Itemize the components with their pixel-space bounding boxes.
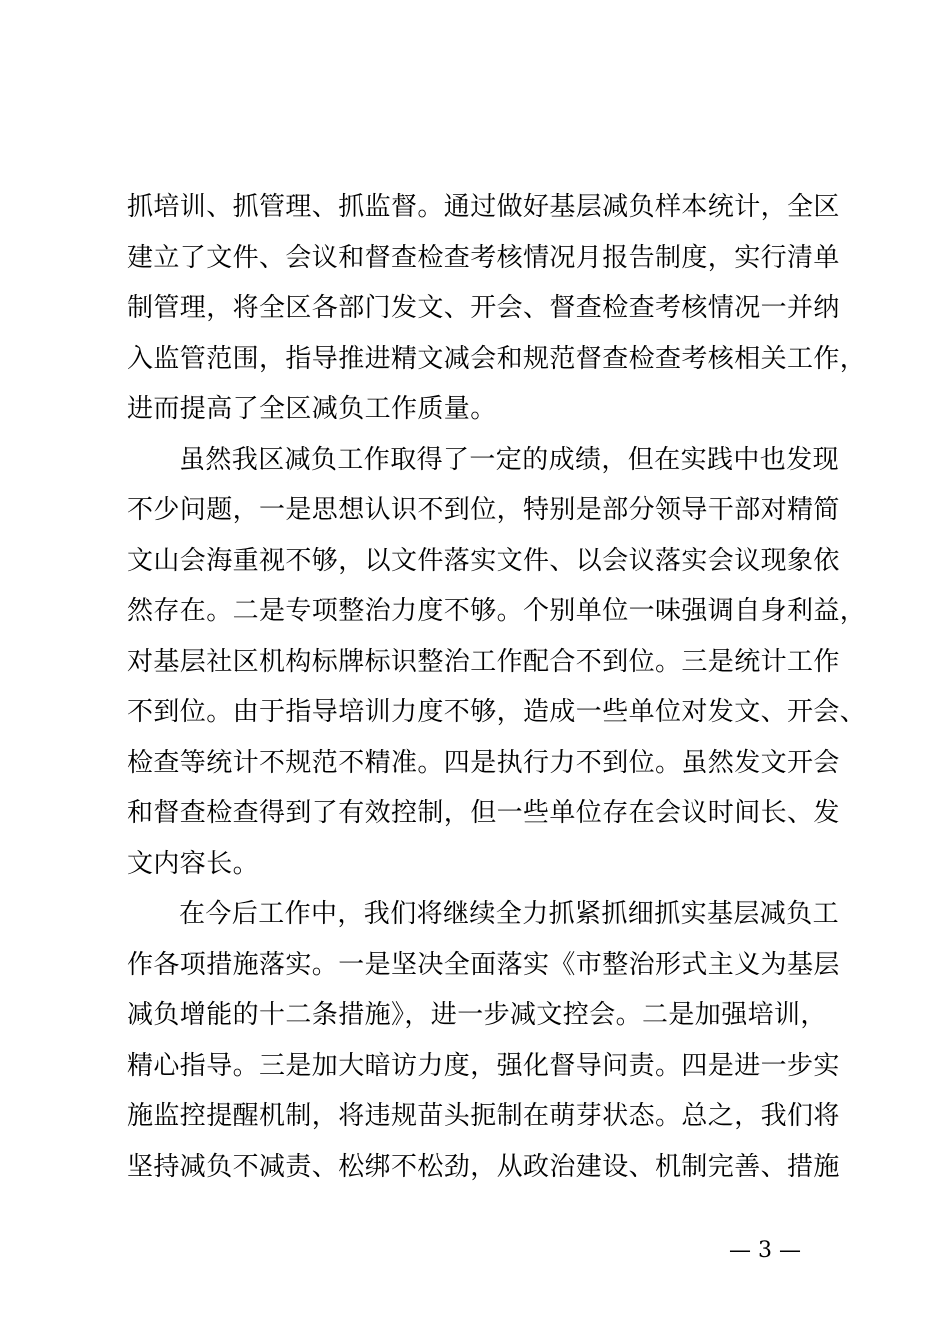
paragraph-first-line: 虽然我区减负工作取得了一定的成绩，但在实践中也发现 — [179, 444, 840, 475]
text-line: 入监管范围，指导推进精文减会和规范督查检查考核相关工作， — [127, 343, 867, 374]
text-line: 施监控提醒机制，将违规苗头扼制在萌芽状态。总之，我们将 — [127, 1101, 840, 1131]
text-line: 减负增能的十二条措施》，进一步减文控会。二是加强培训， — [127, 1000, 827, 1030]
text-line: 制管理，将全区各部门发文、开会、督查检查考核情况一并纳 — [127, 293, 840, 323]
text-line: 抓培训、抓管理、抓监督。通过做好基层减负样本统计，全区 — [127, 192, 840, 222]
text-line: 文山会海重视不够，以文件落实文件、以会议落实会议现象依 — [127, 545, 840, 576]
text-line: 然存在。二是专项整治力度不够。个别单位一味强调自身利益， — [127, 596, 867, 626]
text-line: 和督查检查得到了有效控制，但一些单位存在会议时间长、发 — [127, 798, 840, 828]
body-text — [127, 182, 867, 1192]
page-number: — 3 — — [729, 1238, 801, 1263]
text-line: 文内容长。 — [127, 848, 260, 879]
text-line: 坚持减负不减责、松绑不松劲，从政治建设、机制完善、措施 — [127, 1151, 840, 1182]
paragraph-first-line: 在今后工作中，我们将继续全力抓紧抓细抓实基层减负工 — [179, 899, 840, 929]
text-line: 不少问题，一是思想认识不到位，特别是部分领导干部对精简 — [127, 495, 840, 525]
text-line: 作各项措施落实。一是坚决全面落实《市整治形式主义为基层 — [127, 949, 840, 980]
text-line: 精心指导。三是加大暗访力度，强化督导问责。四是进一步实 — [127, 1050, 840, 1081]
text-line: 检查等统计不规范不精准。四是执行力不到位。虽然发文开会 — [127, 747, 840, 778]
text-line: 对基层社区机构标牌标识整治工作配合不到位。三是统计工作 — [127, 646, 840, 677]
text-line: 建立了文件、会议和督查检查考核情况月报告制度，实行清单 — [127, 242, 840, 273]
text-line: 不到位。由于指导培训力度不够，造成一些单位对发文、开会、 — [127, 697, 867, 727]
text-line: 进而提高了全区减负工作质量。 — [127, 394, 497, 424]
